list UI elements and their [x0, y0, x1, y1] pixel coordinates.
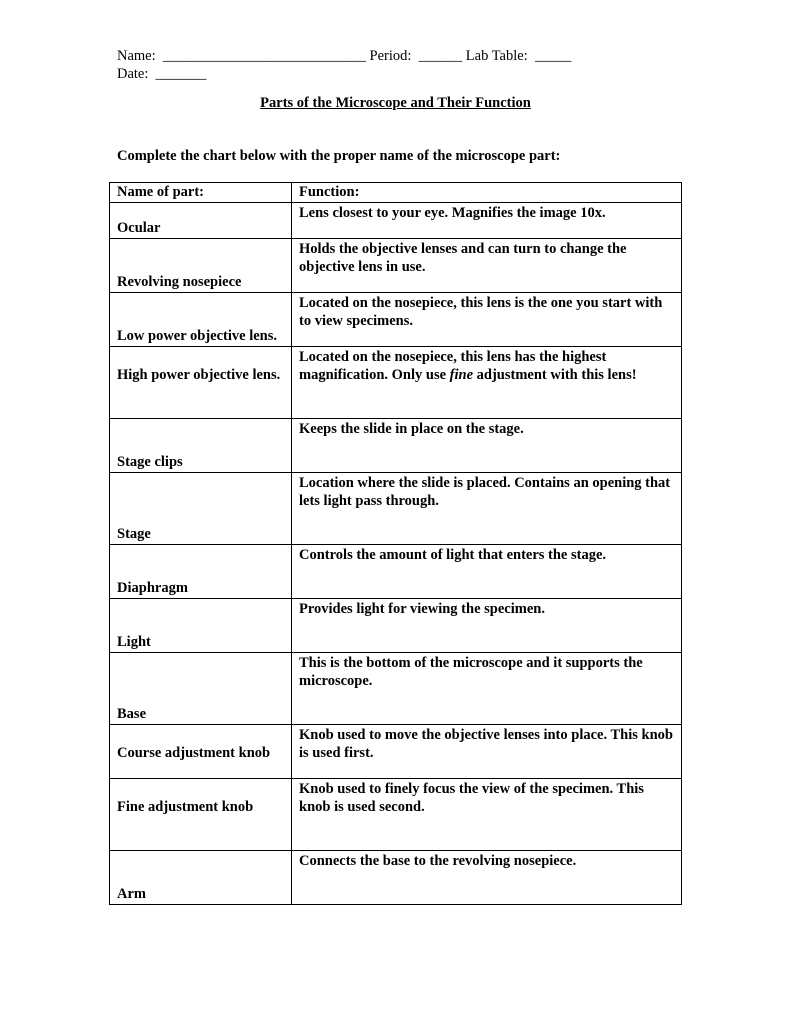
microscope-parts-table	[109, 182, 682, 905]
function-cell: Provides light for viewing the specimen.	[292, 599, 682, 653]
table-row	[110, 419, 682, 473]
table-row	[110, 293, 682, 347]
part-name-cell: Light	[110, 599, 292, 653]
function-cell: Controls the amount of light that enters the stage.	[292, 545, 682, 599]
function-cell: Holds the objective lenses and can turn to change the objective lens in use.	[292, 239, 682, 293]
function-cell: Located on the nosepiece, this lens is the one you start with to view specimens.	[292, 293, 682, 347]
function-cell: Location where the slide is placed. Contains an opening that lets light pass through.	[292, 473, 682, 545]
table-row	[110, 473, 682, 545]
page-title: Parts of the Microscope and Their Function	[260, 95, 531, 111]
part-name-cell: Stage	[110, 473, 292, 545]
table-row	[110, 653, 682, 725]
name-period-lab-line: Name: ____________________________ Period: ______ Lab Table: _____	[117, 48, 572, 64]
function-cell: Connects the base to the revolving nosepiece.	[292, 851, 682, 905]
function-cell: Keeps the slide in place on the stage.	[292, 419, 682, 473]
table-row	[110, 599, 682, 653]
part-name-cell: Fine adjustment knob	[110, 779, 292, 851]
table-row	[110, 779, 682, 851]
table-row	[110, 203, 682, 239]
part-name-cell: Ocular	[110, 203, 292, 239]
table-row	[110, 347, 682, 419]
function-text: Located on the nosepiece, this lens has the highest magnification. Only use	[299, 349, 607, 383]
table-row	[110, 851, 682, 905]
function-text: adjustment with this lens!	[473, 367, 637, 383]
instructions: Complete the chart below with the proper name of the microscope part:	[117, 148, 561, 164]
column-header-part: Name of part:	[110, 183, 292, 203]
table-row	[110, 725, 682, 779]
part-name-cell: Course adjustment knob	[110, 725, 292, 779]
function-cell: Knob used to move the objective lenses into place. This knob is used first.	[292, 725, 682, 779]
part-name-cell: High power objective lens.	[110, 347, 292, 419]
part-name-cell: Arm	[110, 851, 292, 905]
part-name-cell: Base	[110, 653, 292, 725]
part-name-cell: Low power objective lens.	[110, 293, 292, 347]
part-name-cell: Revolving nosepiece	[110, 239, 292, 293]
date-line: Date: _______	[117, 66, 207, 82]
table-header-row	[110, 183, 682, 203]
function-emphasis: fine	[449, 367, 474, 383]
function-cell	[292, 347, 682, 419]
column-header-function: Function:	[292, 183, 682, 203]
function-cell: Lens closest to your eye. Magnifies the image 10x.	[292, 203, 682, 239]
function-cell: This is the bottom of the microscope and it supports the microscope.	[292, 653, 682, 725]
table-row	[110, 545, 682, 599]
table-row	[110, 239, 682, 293]
part-name-cell: Diaphragm	[110, 545, 292, 599]
function-cell: Knob used to finely focus the view of the specimen. This knob is used second.	[292, 779, 682, 851]
part-name-cell: Stage clips	[110, 419, 292, 473]
